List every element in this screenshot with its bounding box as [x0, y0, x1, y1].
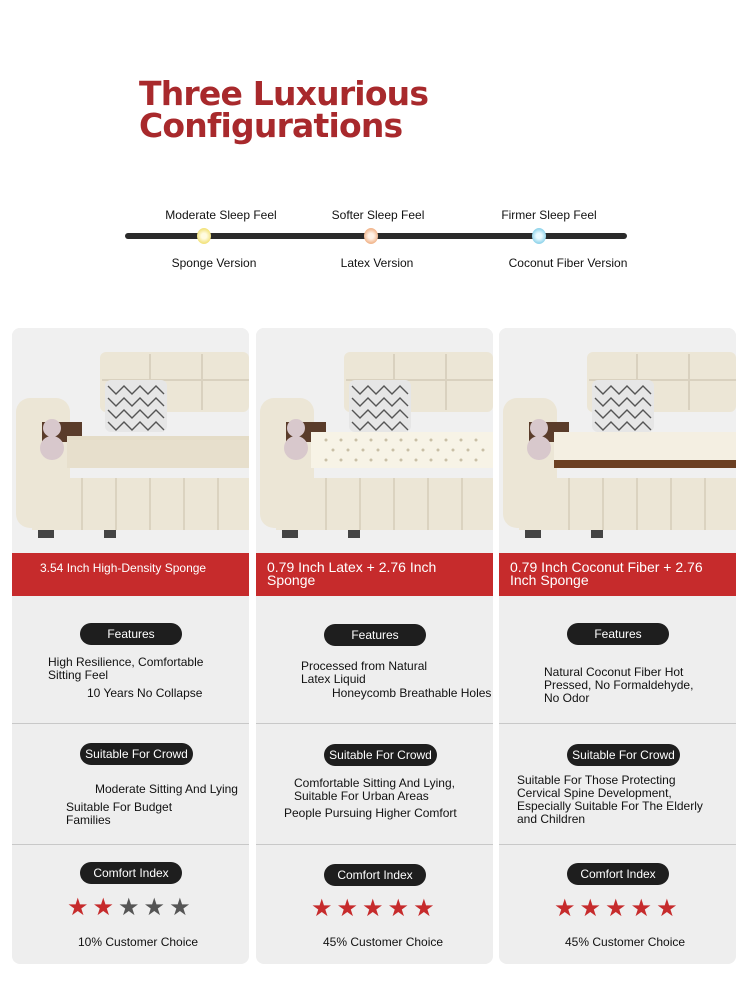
timeline-version-1: Sponge Version: [171, 256, 257, 270]
comfort-pill: Comfort Index: [324, 864, 426, 886]
crowd-pill: Suitable For Crowd: [80, 743, 193, 765]
star-icon: ★: [579, 895, 602, 922]
sofa-bed-photo: [256, 328, 493, 553]
star-icon: ★: [362, 895, 384, 922]
page-title: [139, 74, 429, 145]
spec-banner: 3.54 Inch High-Density Sponge: [12, 553, 249, 596]
features-pill: Features: [324, 624, 426, 646]
crowd-text-1: Suitable For Those Protecting Cervical Spine Development, Especially Suitable For The Elderly and Children: [517, 773, 703, 826]
crowd-text-2: Suitable For Budget Families: [66, 800, 173, 827]
comfort-pill: Comfort Index: [567, 863, 669, 885]
star-icon: ★: [92, 894, 115, 921]
config-card-sponge: [12, 328, 249, 964]
features-pill: Features: [567, 623, 669, 645]
timeline-dot-3: [532, 228, 546, 244]
timeline-version-2: Latex Version: [340, 256, 414, 270]
customer-choice: 10% Customer Choice: [78, 935, 199, 949]
feature-text-2: Honeycomb Breathable Holes: [332, 686, 492, 700]
customer-choice: 45% Customer Choice: [323, 935, 444, 949]
spec-banner: 0.79 Inch Latex + 2.76 Inch Sponge: [256, 553, 493, 596]
customer-choice: 45% Customer Choice: [565, 935, 686, 949]
timeline-dot-2: [364, 228, 378, 244]
config-card-coconut: [499, 328, 736, 964]
section-divider: [256, 723, 493, 724]
section-divider: [499, 723, 736, 724]
star-icon: ★: [413, 895, 435, 922]
star-icon: ★: [656, 895, 678, 922]
comfort-pill: Comfort Index: [80, 862, 182, 884]
feature-text-1: Natural Coconut Fiber Hot Pressed, No Formaldehyde, No Odor: [544, 665, 694, 705]
crowd-text-2: People Pursuing Higher Comfort: [284, 806, 457, 820]
sleep-feel-timeline: [125, 206, 627, 276]
timeline-feel-3: Firmer Sleep Feel: [501, 208, 597, 222]
comfort-stars: [67, 896, 191, 920]
crowd-pill: Suitable For Crowd: [324, 744, 437, 766]
timeline-dot-1: [197, 228, 211, 244]
star-icon: ★: [67, 894, 89, 921]
star-icon: ★: [118, 894, 140, 921]
comfort-stars: [311, 897, 435, 921]
star-icon: ★: [143, 894, 166, 921]
star-icon: ★: [630, 895, 653, 922]
crowd-text-1: Moderate Sitting And Lying: [95, 782, 238, 796]
spec-banner: 0.79 Inch Coconut Fiber + 2.76 Inch Sponge: [499, 553, 736, 596]
sofa-bed-photo: [12, 328, 249, 553]
sofa-bed-photo: [499, 328, 736, 553]
section-divider: [499, 844, 736, 845]
timeline-version-3: Coconut Fiber Version: [508, 256, 628, 270]
feature-text-1: High Resilience, Comfortable Sitting Feel: [48, 655, 204, 682]
star-icon: ★: [387, 895, 410, 922]
timeline-feel-1: Moderate Sleep Feel: [165, 208, 277, 222]
timeline-feel-2: Softer Sleep Feel: [331, 208, 425, 222]
star-icon: ★: [554, 895, 576, 922]
feature-text-2: 10 Years No Collapse: [87, 686, 203, 700]
crowd-text-1: Comfortable Sitting And Lying, Suitable For Urban Areas: [294, 776, 455, 803]
page-title-line-1: Three Luxurious: [139, 74, 429, 113]
crowd-pill: Suitable For Crowd: [567, 744, 680, 766]
star-icon: ★: [169, 894, 191, 921]
star-icon: ★: [311, 895, 333, 922]
config-card-latex: [256, 328, 493, 964]
section-divider: [12, 723, 249, 724]
comfort-stars: [554, 897, 678, 921]
star-icon: ★: [605, 895, 627, 922]
star-icon: ★: [336, 895, 359, 922]
section-divider: [256, 844, 493, 845]
feature-text-1: Processed from Natural Latex Liquid: [301, 659, 428, 686]
features-pill: Features: [80, 623, 182, 645]
section-divider: [12, 844, 249, 845]
page-title-line-2: Configurations: [139, 106, 403, 145]
